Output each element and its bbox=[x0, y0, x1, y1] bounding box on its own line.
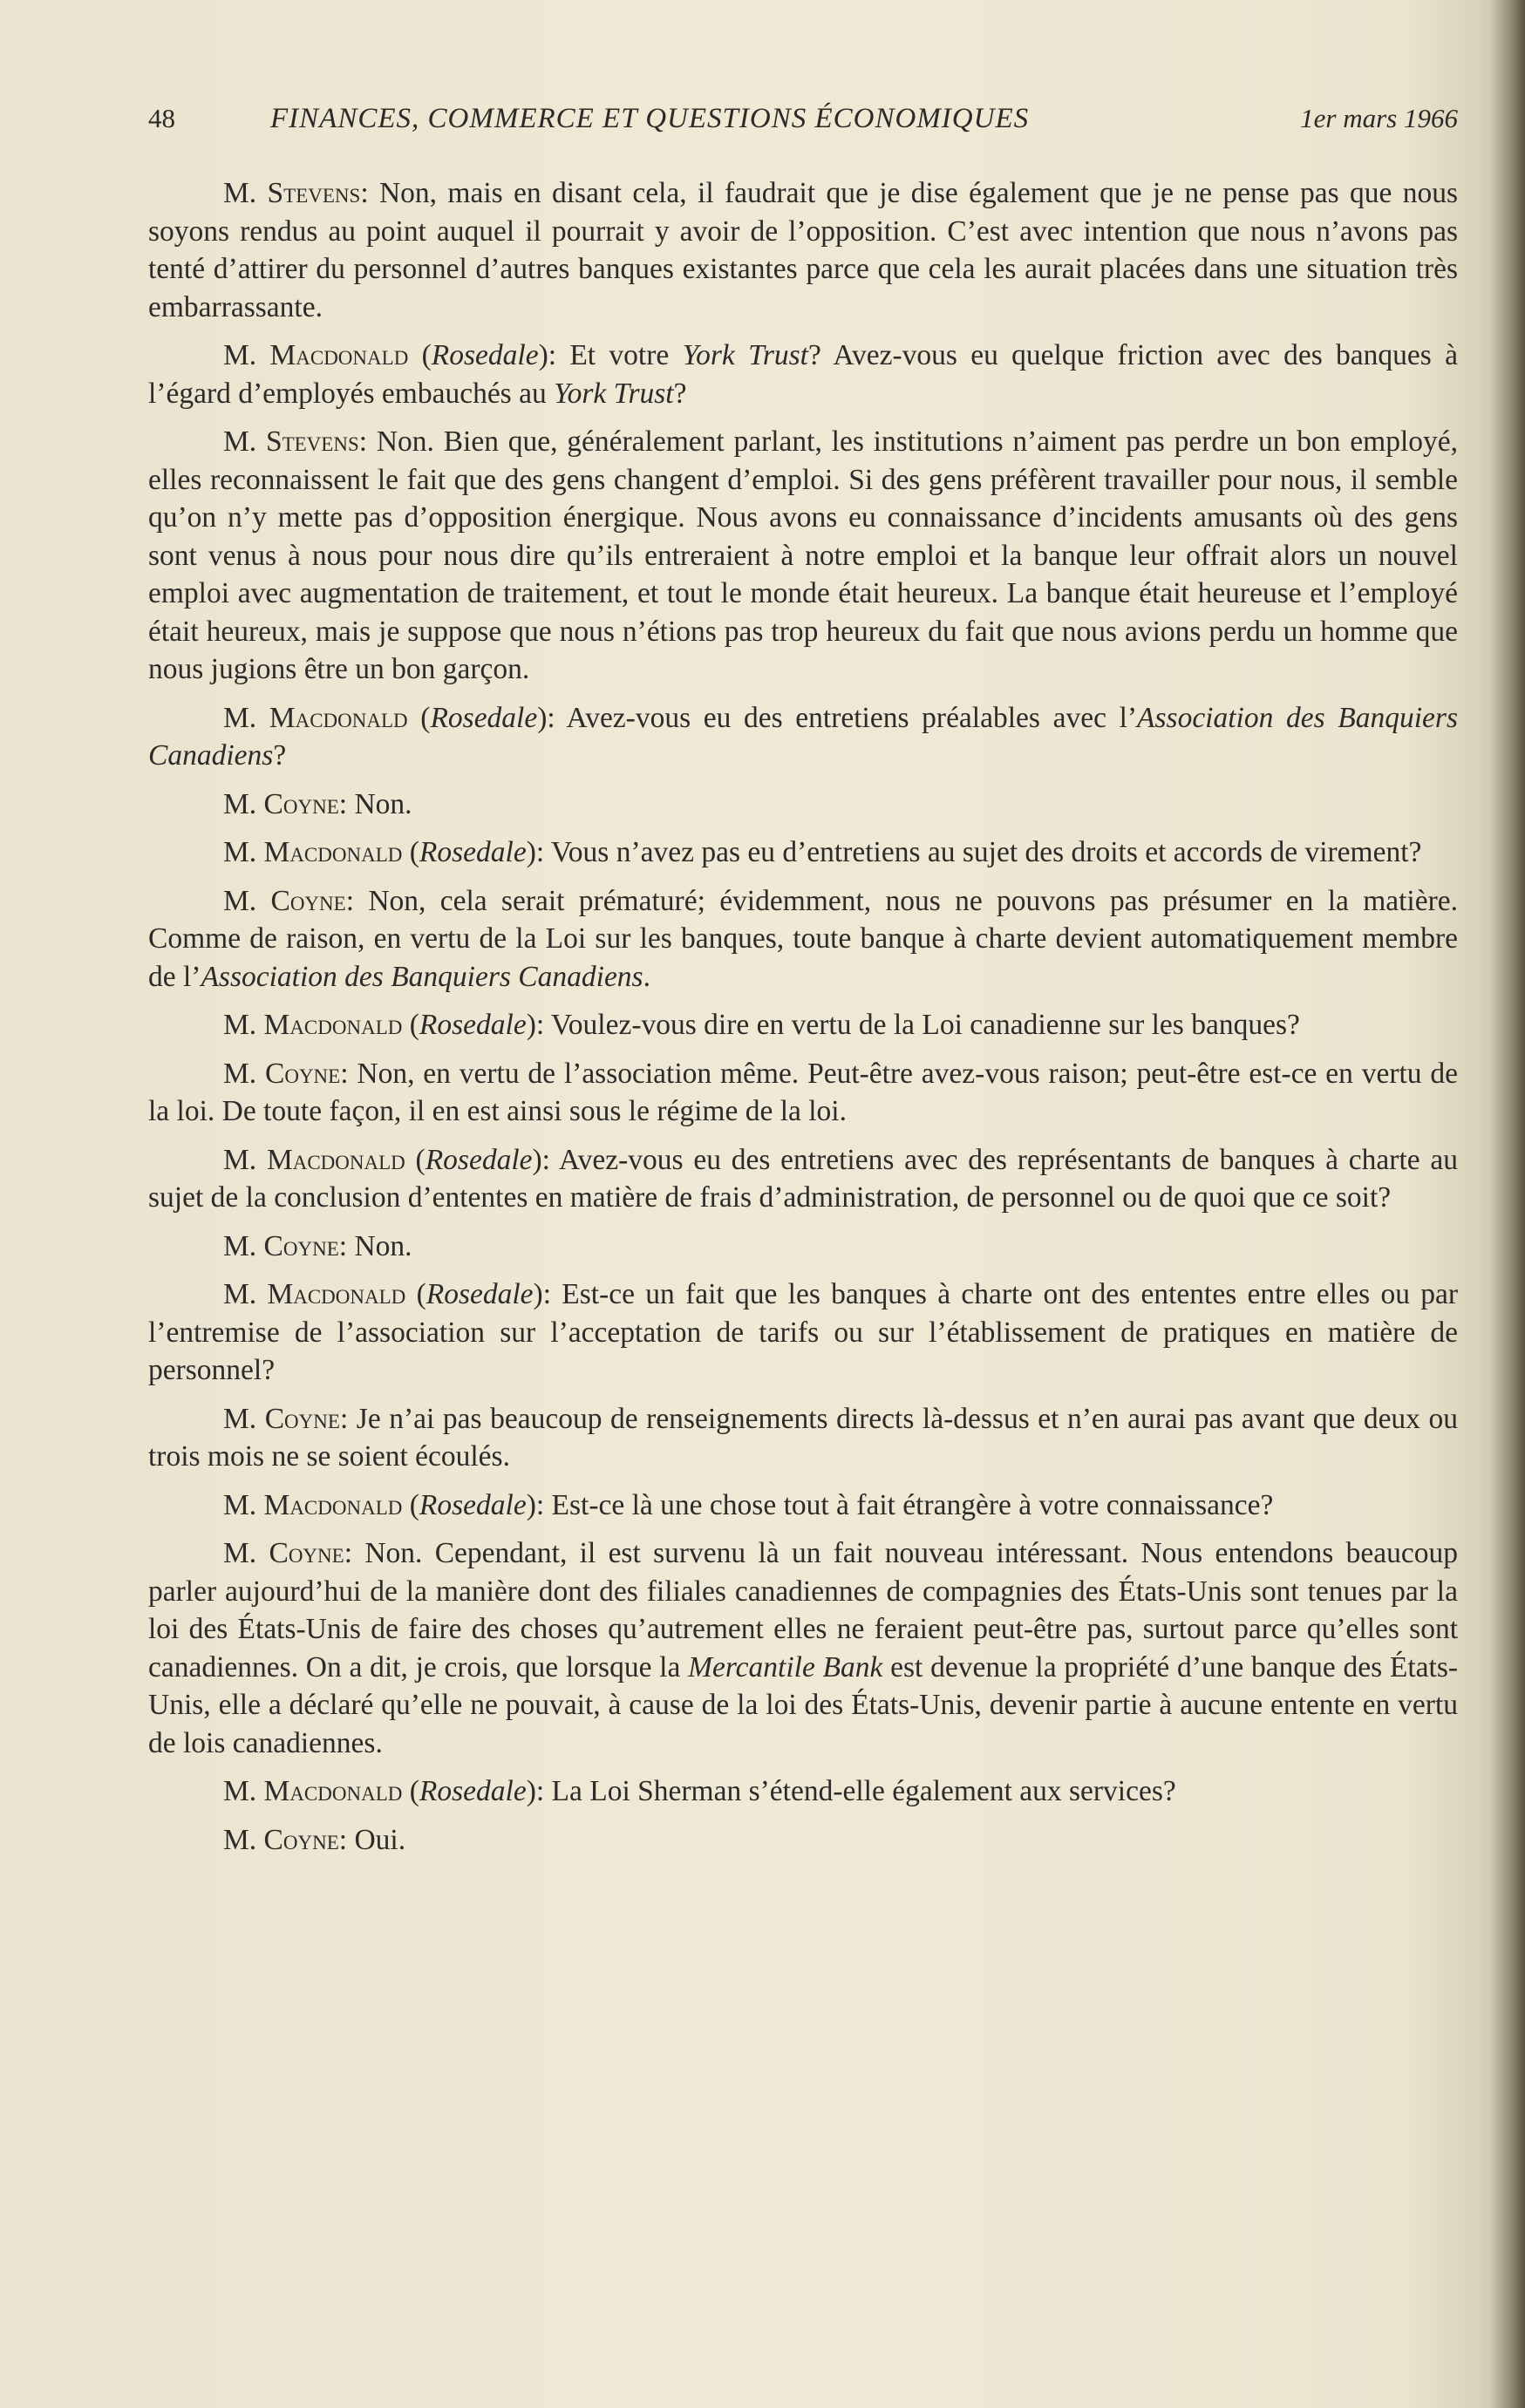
speaker-riding: Rosedale bbox=[419, 1009, 527, 1041]
speaker-name: M. Coyne bbox=[223, 1537, 344, 1569]
speaker-name: M. Coyne bbox=[223, 1057, 341, 1090]
speech-text: : Non, cela serait prématuré; évidemment, nous ne pouvons pas présumer en la matière. Comme de raison, en vertu de la Loi sur les banques, toute banque à charte devient automatiquement membre de l’ bbox=[148, 884, 1458, 993]
speech-text: : Et votre bbox=[548, 339, 683, 371]
speech-text: ? bbox=[273, 739, 287, 772]
speech-text: : Non, mais en disant cela, il faudrait que je dise également que je ne pense pas que nous soyons rendus au point auquel il pourrait y avoir de l’opposition. C’est avec intention que nous n’avons pas tenté d’attirer du personnel d’autres banques existantes parce que cela les aurait placées dans une situation très embarrassante. bbox=[148, 177, 1458, 323]
speech-text: ? bbox=[673, 377, 687, 410]
binding-gutter bbox=[1490, 0, 1525, 2408]
speech-text: : Non. bbox=[338, 1229, 412, 1262]
speaker-name: M. Coyne bbox=[223, 1823, 339, 1856]
speaker-riding: Rosedale bbox=[425, 1143, 533, 1176]
speech-text: : Non, en vertu de l’association même. Peut-être avez-vous raison; peut-être est-ce en vertu de la loi. De toute façon, il en est ainsi sous le régime de la loi. bbox=[148, 1057, 1459, 1127]
transcript-paragraph bbox=[148, 1821, 1458, 1860]
transcript-paragraph: M. Macdonald (Rosedale): Voulez-vous dire en vertu de la Loi canadienne sur les banques? bbox=[223, 1009, 1300, 1041]
speaker-riding: Rosedale bbox=[419, 836, 527, 868]
running-title: FINANCES, COMMERCE ET QUESTIONS ÉCONOMIQUES bbox=[270, 103, 1030, 134]
transcript-paragraph bbox=[148, 1055, 1458, 1131]
speech-text: : Non. bbox=[338, 787, 412, 820]
speaker-name: M. Macdonald bbox=[223, 701, 408, 734]
transcript-paragraph bbox=[148, 174, 1458, 326]
transcript-paragraph bbox=[148, 786, 1458, 824]
speaker-name: M. Coyne bbox=[223, 1402, 340, 1435]
speech-text: : Oui. bbox=[338, 1823, 406, 1856]
speech-text: : Non. Cependant, il est survenu là un fait nouveau intéressant. Nous entendons beaucoup parler aujourd’hui de la manière dont des filiales canadiennes de compagnies des États-Unis sont tenues par la loi des États-Unis de faire des choses qu’autrement elles ne feraient peut-être pas, surtout parce qu’elles sont canadiennes. On a dit, je crois, que lorsque la bbox=[148, 1537, 1458, 1684]
header-date: 1er mars 1966 bbox=[1300, 103, 1458, 133]
transcript-paragraph bbox=[148, 1400, 1458, 1476]
speaker-name: M. Macdonald bbox=[223, 1143, 405, 1176]
speaker-name: M. Macdonald bbox=[223, 1009, 403, 1041]
transcript-body bbox=[148, 174, 1458, 1869]
speaker-name: M. Coyne bbox=[223, 1229, 339, 1262]
speaker-name: M. Coyne bbox=[223, 884, 346, 917]
transcript-paragraph: M. Macdonald (Rosedale): Avez-vous eu des entretiens préalables avec l’Association des Banquiers Canadiens? bbox=[148, 701, 1458, 772]
transcript-paragraph: M. Macdonald (Rosedale): Est-ce un fait que les banques à charte ont des ententes entre elles ou par l’entremise de l’association sur l’acceptation de tarifs ou sur l’établissement de pratiques en matière de personnel? bbox=[148, 1278, 1459, 1386]
transcript-paragraph: M. Macdonald (Rosedale): La Loi Sherman s’étend-elle également aux services? bbox=[223, 1775, 1176, 1807]
speaker-name: M. Macdonald bbox=[223, 1488, 403, 1521]
speaker-riding: Rosedale bbox=[419, 1775, 527, 1807]
speaker-name: M. Macdonald bbox=[223, 1278, 406, 1310]
speaker-riding: Rosedale bbox=[431, 339, 539, 371]
speech-text: : Avez-vous eu des entretiens préalables avec l’ bbox=[547, 701, 1138, 734]
speech-text: : Vous n’avez pas eu d’entretiens au sujet des droits et accords de virement? bbox=[535, 836, 1422, 868]
speaker-name: M. Macdonald bbox=[223, 1775, 403, 1807]
speech-text: est devenue la propriété d’une banque des États-Unis, elle a déclaré qu’elle ne pouvait, à cause de la loi des États-Unis, devenir partie à aucune entente en vertu de lois canadiennes. bbox=[148, 1650, 1459, 1759]
transcript-paragraph bbox=[148, 423, 1458, 689]
speech-text: : Avez-vous eu des entretiens avec des représentants de banques à charte au sujet de la conclusion d’ententes en matière de frais d’administration, de personnel ou de quoi que ce soit? bbox=[148, 1143, 1459, 1214]
transcript-paragraph: M. Macdonald (Rosedale): Et votre York Trust? Avez-vous eu quelque friction avec des banques à l’égard d’employés embauchés au York Trust? bbox=[148, 339, 1458, 410]
speech-text: . bbox=[643, 960, 650, 993]
italic-title: York Trust bbox=[682, 339, 808, 371]
speaker-riding: Rosedale bbox=[419, 1488, 527, 1521]
speaker-name: M. Stevens bbox=[223, 177, 361, 209]
speaker-name: M. Stevens bbox=[223, 425, 359, 458]
italic-title: York Trust bbox=[554, 377, 674, 410]
transcript-paragraph bbox=[148, 1534, 1458, 1762]
speech-text: : Est-ce là une chose tout à fait étrangère à votre connaissance? bbox=[535, 1488, 1274, 1521]
transcript-paragraph: M. Macdonald (Rosedale): Est-ce là une chose tout à fait étrangère à votre connaissance? bbox=[223, 1488, 1274, 1521]
speaker-name: M. Coyne bbox=[223, 787, 339, 820]
speech-text: : Est-ce un fait que les banques à charte ont des ententes entre elles ou par l’entremise de l’association sur l’acceptation de tarifs ou sur l’établissement de pratiques en matière de personnel? bbox=[148, 1278, 1459, 1386]
speech-text: : La Loi Sherman s’étend-elle également aux services? bbox=[535, 1775, 1176, 1807]
transcript-paragraph bbox=[148, 882, 1458, 997]
italic-title: Association des Banquiers Canadiens bbox=[148, 701, 1458, 772]
speech-text: : Non. Bien que, généralement parlant, les institutions n’aiment pas perdre un bon employé, elles reconnaissent le fait que des gens changent d’emploi. Si des gens préfèrent travailler pour nous, il semble qu’on n’y mette pas d’opposition énergique. Nous avons eu connaissance d’incidents amusants où des gens sont venus à nous pour nous dire qu’ils entreraient à notre emploi et la banque leur offrait alors un nouvel emploi avec augmentation de traitement, et tout le monde était heureux. La banque était heureuse et l’employé était heureux, mais je suppose que nous n’étions pas trop heureux du fait que nous avions perdu un homme que nous jugions être un bon garçon. bbox=[148, 425, 1459, 685]
speaker-name: M. Macdonald bbox=[223, 339, 409, 371]
speaker-riding: Rosedale bbox=[430, 701, 538, 734]
speech-text: : Je n’ai pas beaucoup de renseignements directs là-dessus et n’en aurai pas avant que deux ou trois mois ne se soient écoulés. bbox=[148, 1402, 1458, 1473]
speaker-name: M. Macdonald bbox=[223, 836, 403, 868]
transcript-paragraph: M. Macdonald (Rosedale): Vous n’avez pas eu d’entretiens au sujet des droits et accords de virement? bbox=[223, 836, 1422, 868]
speaker-riding: Rosedale bbox=[426, 1278, 534, 1310]
italic-title: Mercantile Bank bbox=[688, 1650, 883, 1684]
italic-title: Association des Banquiers Canadiens bbox=[201, 960, 643, 993]
transcript-paragraph: M. Macdonald (Rosedale): Avez-vous eu des entretiens avec des représentants de banques à charte au sujet de la conclusion d’ententes en matière de frais d’administration, de personnel ou de quoi que ce soit? bbox=[148, 1143, 1459, 1214]
speech-text: ? Avez-vous eu quelque friction avec des banques à l’égard d’employés embauchés au bbox=[148, 339, 1458, 410]
transcript-paragraph bbox=[148, 1228, 1458, 1266]
speech-text: : Voulez-vous dire en vertu de la Loi canadienne sur les banques? bbox=[535, 1009, 1300, 1041]
page-number: 48 bbox=[148, 103, 175, 133]
page-header bbox=[148, 103, 1458, 148]
